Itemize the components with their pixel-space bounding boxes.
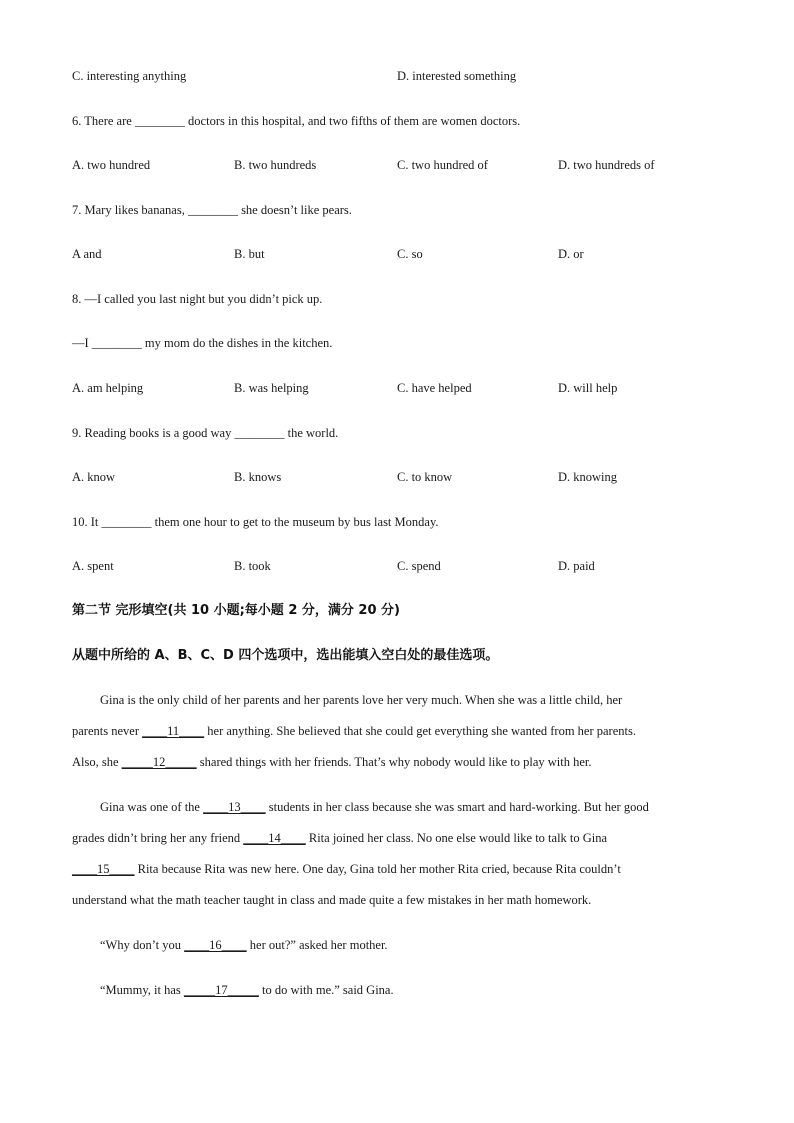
q7-option-c: C. so: [397, 247, 423, 261]
q6-option-d: D. two hundreds of: [558, 158, 655, 172]
passage-p2-line2: [72, 830, 720, 846]
q6-stem: 6. There are ________ doctors in this hospital, and two fifths of them are women doctors.: [72, 114, 521, 128]
passage-text: “Mummy, it has: [100, 983, 184, 997]
blank-16: ____16____: [184, 938, 247, 952]
q5-option-d: D. interested something: [397, 69, 517, 83]
q8-option-d: D. will help: [558, 381, 618, 395]
blank-15: ____15____: [72, 862, 135, 876]
blank-12: _____12_____: [121, 755, 197, 769]
passage-p2-line1: [100, 799, 748, 815]
section-title: 第二节 完形填空(共 10 小题;每小题 2 分，满分 20 分): [72, 603, 400, 618]
q8-option-a: A. am helping: [72, 381, 144, 395]
passage-p2-line3: [72, 861, 720, 877]
q9-option-c: C. to know: [397, 470, 453, 484]
q5-option-c: C. interesting anything: [72, 69, 187, 83]
q6-option-c: C. two hundred of: [397, 158, 488, 172]
blank-17: _____17_____: [183, 983, 259, 997]
passage-text: to do with me.” said Gina.: [258, 983, 394, 997]
q7-option-b: B. but: [234, 247, 265, 261]
passage-p3: [100, 937, 748, 953]
passage-text: students in her class because she was smart and hard-working. But her good: [265, 800, 649, 814]
passage-p4: [100, 982, 748, 998]
passage-text: shared things with her friends. That’s why nobody would like to play with her.: [196, 755, 592, 769]
q10-option-d: D. paid: [558, 559, 595, 573]
section-instruction: 从题中所给的 A、B、C、D 四个选项中，选出能填入空白处的最佳选项。: [72, 648, 499, 663]
q7-option-d: D. or: [558, 247, 584, 261]
passage-p1-line2: [72, 723, 720, 739]
q6-option-b: B. two hundreds: [234, 158, 317, 172]
passage-text: Rita joined her class. No one else would like to talk to Gina: [305, 831, 608, 845]
passage-text: grades didn’t bring her any friend: [72, 831, 244, 845]
q8-stem: 8. —I called you last night but you didn’t pick up.: [72, 292, 323, 306]
blank-14: ____14____: [243, 831, 306, 845]
passage-p2-line4: understand what the math teacher taught in class and made quite a few mistakes in her math homework.: [72, 893, 592, 907]
q9-option-d: D. knowing: [558, 470, 618, 484]
q10-option-b: B. took: [234, 559, 271, 573]
passage-text: her out?” asked her mother.: [246, 938, 388, 952]
q10-option-a: A. spent: [72, 559, 114, 573]
q9-option-b: B. knows: [234, 470, 282, 484]
q7-option-a: A and: [72, 247, 102, 261]
q7-stem: 7. Mary likes bananas, ________ she doesn’t like pears.: [72, 203, 352, 217]
q10-stem: 10. It ________ them one hour to get to the museum by bus last Monday.: [72, 515, 439, 529]
q8-option-c: C. have helped: [397, 381, 472, 395]
passage-text: “Why don’t you: [100, 938, 185, 952]
q9-stem: 9. Reading books is a good way ________ the world.: [72, 426, 339, 440]
passage-text: Rita because Rita was new here. One day, Gina told her mother Rita cried, because Rita couldn’t: [134, 862, 621, 876]
passage-p1-line1: Gina is the only child of her parents and her parents love her very much. When she was a little child, her: [100, 693, 623, 707]
q6-option-a: A. two hundred: [72, 158, 151, 172]
q8-stem-reply: —I ________ my mom do the dishes in the kitchen.: [72, 336, 333, 350]
passage-text: her anything. She believed that she could get everything she wanted from her parents.: [204, 724, 636, 738]
passage-text: Also, she: [72, 755, 122, 769]
blank-13: ____13____: [203, 800, 266, 814]
passage-text: parents never: [72, 724, 143, 738]
blank-11: ____11____: [142, 724, 205, 738]
q8-option-b: B. was helping: [234, 381, 309, 395]
passage-p1-line3: [72, 754, 720, 770]
passage-text: Gina was one of the: [100, 800, 204, 814]
q10-option-c: C. spend: [397, 559, 441, 573]
q9-option-a: A. know: [72, 470, 116, 484]
